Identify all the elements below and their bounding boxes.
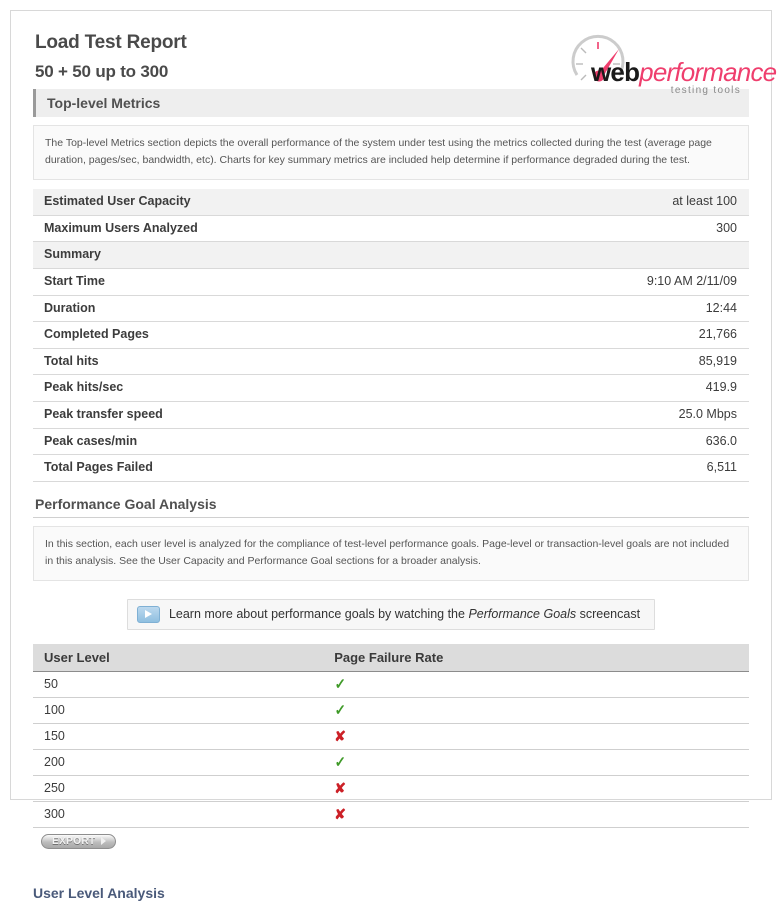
metric-label: Summary [33, 242, 467, 269]
screencast-text-before: Learn more about performance goals by watching the [168, 607, 469, 622]
web-performance-logo [567, 33, 777, 96]
metric-value: 12:44 [467, 295, 749, 322]
page-title: Load Test Report [35, 32, 187, 53]
pass-check-icon: ✓ [334, 753, 347, 771]
table-row [33, 402, 749, 429]
screencast-text [169, 607, 640, 621]
play-icon[interactable] [137, 606, 160, 623]
metric-value [467, 242, 749, 269]
metric-label: Estimated User Capacity [33, 189, 467, 215]
top-level-metrics-table [33, 189, 749, 482]
metric-value: 6,511 [467, 455, 749, 482]
metric-label: Start Time [33, 268, 467, 295]
metric-value: 25.0 Mbps [467, 402, 749, 429]
user-level-cell: 300 [33, 801, 334, 827]
user-level-cell: 100 [33, 697, 334, 723]
screencast-banner[interactable] [127, 599, 655, 630]
column-header-user-level: User Level [33, 644, 334, 672]
screencast-text-after: screencast [576, 607, 641, 622]
metric-value: 636.0 [467, 428, 749, 455]
fail-cross-icon: ✘ [334, 805, 346, 822]
metric-label: Total Pages Failed [33, 455, 467, 482]
table-row [33, 295, 749, 322]
table-header-row [33, 644, 749, 672]
table-row [33, 242, 749, 269]
pass-check-icon: ✓ [334, 701, 347, 719]
column-header-page-failure-rate: Page Failure Rate [334, 644, 749, 672]
table-row [33, 189, 749, 215]
user-level-cell: 200 [33, 749, 334, 775]
fail-cross-icon: ✘ [334, 779, 346, 796]
table-row [33, 375, 749, 402]
page-failure-rate-cell [334, 671, 749, 697]
logo-word-performance: performance [639, 57, 777, 87]
logo-tagline: testing tools [670, 85, 741, 96]
section-header-top-level-metrics: Top-level Metrics [33, 89, 749, 117]
fail-cross-icon: ✘ [334, 727, 346, 744]
logo-word-web: web [591, 57, 640, 87]
metric-value: 21,766 [467, 322, 749, 349]
metric-label: Completed Pages [33, 322, 467, 349]
section-header-performance-goal-analysis: Performance Goal Analysis [33, 490, 749, 518]
user-level-cell: 50 [33, 671, 334, 697]
pass-check-icon: ✓ [334, 675, 347, 693]
performance-goal-analysis-description: In this section, each user level is analyzed for the compliance of test-level performance goals. Page-level or transaction-level goals are not included in this analysis. See the User Capacity and Performance Goal sections for a broader analysis. [33, 526, 749, 581]
report-title-group [33, 33, 187, 80]
table-row [33, 215, 749, 242]
section-header-user-level-analysis: User Level Analysis [33, 884, 165, 901]
report-page [10, 10, 777, 901]
page-failure-rate-cell [334, 801, 749, 827]
page-failure-rate-cell [334, 749, 749, 775]
logo-wordmark [591, 59, 776, 85]
table-row [33, 428, 749, 455]
metric-value: 9:10 AM 2/11/09 [467, 268, 749, 295]
metric-label: Peak transfer speed [33, 402, 467, 429]
screencast-emphasis: Performance Goals [468, 607, 577, 622]
metric-value: 419.9 [467, 375, 749, 402]
user-level-goal-table [33, 644, 749, 828]
table-row [33, 671, 749, 697]
table-row [33, 697, 749, 723]
table-row [33, 268, 749, 295]
export-button-label: EXPORT [52, 835, 96, 847]
metric-value: 300 [467, 215, 749, 242]
table-row [33, 723, 749, 749]
metric-label: Duration [33, 295, 467, 322]
page-subtitle: 50 + 50 up to 300 [35, 62, 169, 81]
table-row [33, 775, 749, 801]
table-row [33, 749, 749, 775]
caret-right-icon [101, 837, 106, 845]
table-row [33, 455, 749, 482]
metric-label: Peak hits/sec [33, 375, 467, 402]
user-level-cell: 150 [33, 723, 334, 749]
metric-value: at least 100 [467, 189, 749, 215]
page-failure-rate-cell [334, 723, 749, 749]
table-row [33, 322, 749, 349]
metric-label: Total hits [33, 348, 467, 375]
metric-label: Maximum Users Analyzed [33, 215, 467, 242]
user-level-cell: 250 [33, 775, 334, 801]
table-row [33, 348, 749, 375]
metric-value: 85,919 [467, 348, 749, 375]
screencast-banner-wrap [33, 599, 749, 630]
page-failure-rate-cell [334, 697, 749, 723]
report-header [33, 11, 777, 96]
top-level-metrics-description: The Top-level Metrics section depicts the overall performance of the system under test using the metrics collected during the test (average page duration, pages/sec, bandwidth, etc). Charts for key summary metrics are included help determine if performance degraded during the test. [33, 125, 749, 180]
export-button[interactable] [41, 834, 116, 849]
metric-label: Peak cases/min [33, 428, 467, 455]
table-row [33, 801, 749, 827]
page-failure-rate-cell [334, 775, 749, 801]
